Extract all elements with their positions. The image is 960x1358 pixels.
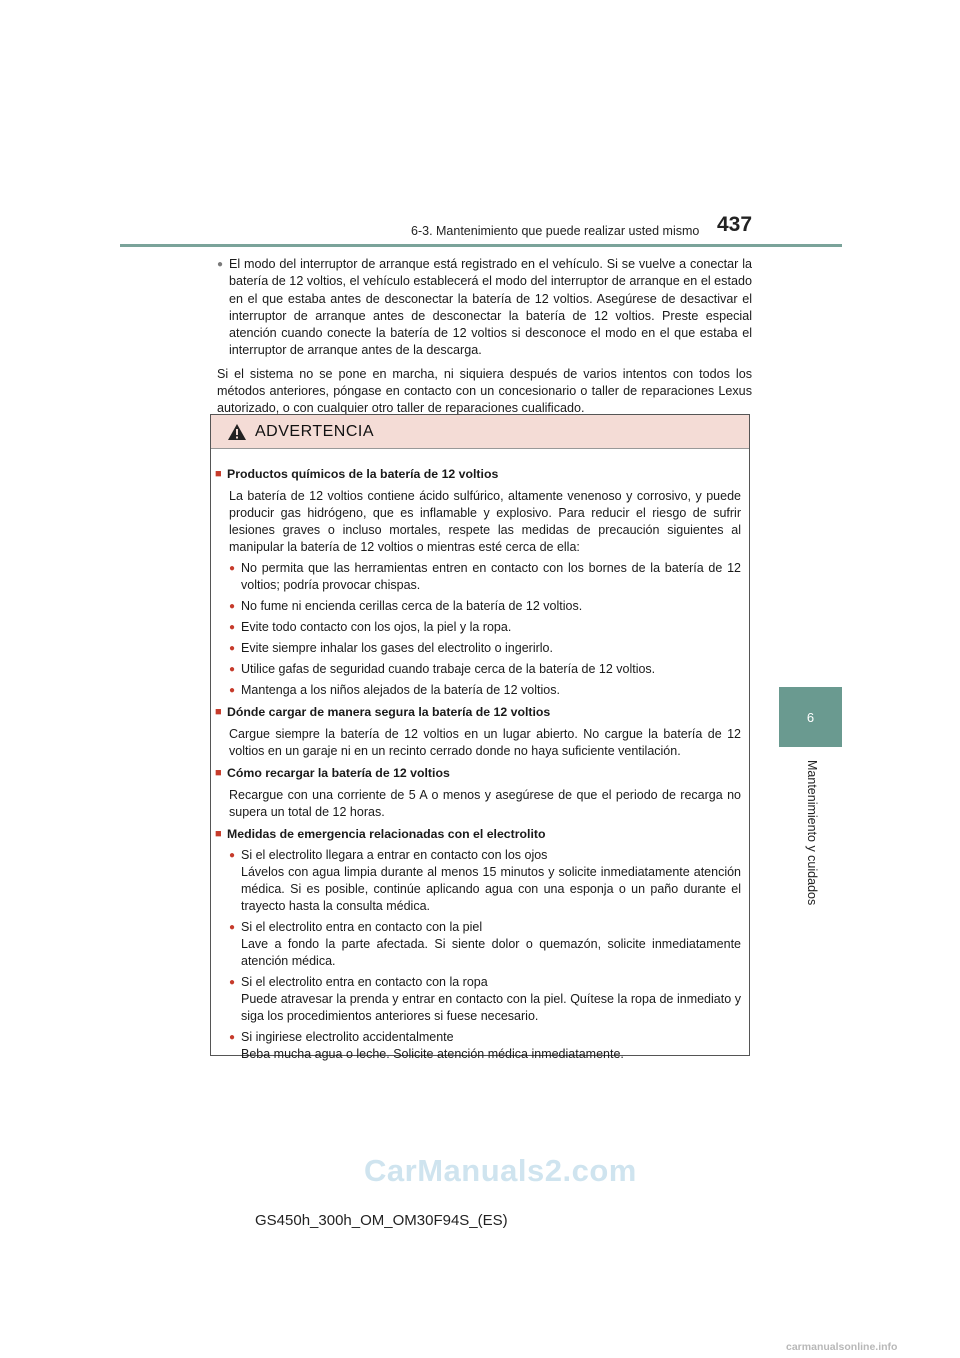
- intro-bullet-text: El modo del interruptor de arranque está registrado en el vehículo. Si se vuelve a conectar la batería de 12 voltios, el vehículo establecerá el modo del interruptor de arranque en el estado en el que estaba antes de desconectar la batería de 12 voltios. Asegúrese de desactivar el interruptor de arranque antes de desconectar la batería de 12 voltios. Preste especial atención cuando conecte la batería de 12 voltios si desconoce el modo en el que estaba el interruptor de arranque antes de la descarga.: [229, 257, 752, 358]
- footer-code: GS450h_300h_OM_OM30F94S_(ES): [255, 1212, 508, 1229]
- square-bullet-icon: ■: [215, 828, 222, 840]
- warning-bullet: ● Si ingiriese electrolito accidentalmente Beba mucha agua o leche. Solicite atención médica inmediatamente.: [229, 1030, 624, 1061]
- square-bullet-icon: ■: [215, 767, 222, 779]
- section-heading: Productos químicos de la batería de 12 voltios: [227, 467, 499, 481]
- section-text: Cargue siempre la batería de 12 voltios en un lugar abierto. No cargue la batería de 12 voltios en un garaje ni en un recinto cerrado donde no haya suficiente ventilación.: [229, 727, 741, 758]
- warning-section: [215, 704, 741, 760]
- square-bullet-icon: ■: [215, 468, 222, 480]
- intro-paragraph: Si el sistema no se pone en marcha, ni siquiera después de varios intentos con todos los métodos anteriores, póngase en contacto con un concesionario o taller de reparaciones Lexus autorizado, o con cualquier otro taller de reparaciones cualificado.: [217, 366, 752, 416]
- warning-bullet: ● Si el electrolito llegara a entrar en contacto con los ojos Lávelos con agua limpia durante al menos 15 minutos y solicite inmediatamente atención médica. Si es posible, continúe aplicando agua con una esponja o un paño durante el trayecto hasta la consulta médica.: [229, 848, 741, 913]
- bullet-icon: ●: [229, 643, 236, 654]
- section-heading: Medidas de emergencia relacionadas con el electrolito: [227, 827, 546, 841]
- bullet-icon: ●: [229, 977, 236, 988]
- bullet-icon: ●: [229, 685, 236, 696]
- warning-bullet: ● Mantenga a los niños alejados de la batería de 12 voltios.: [229, 683, 560, 697]
- watermark-corner: carmanualsonline.info: [786, 1341, 898, 1353]
- warning-bullet: ● Si el electrolito entra en contacto con la ropa Puede atravesar la prenda y entrar en contacto con la piel. Quítese la ropa de inmediato y siga los procedimientos anteriores si fuese necesario.: [229, 975, 741, 1023]
- watermark-logo: CarManuals2.com: [364, 1153, 637, 1188]
- chapter-tab: [779, 687, 842, 747]
- warning-bullet: ● Evite todo contacto con los ojos, la piel y la ropa.: [229, 620, 512, 634]
- warning-bullet: ● Utilice gafas de seguridad cuando trabaje cerca de la batería de 12 voltios.: [229, 662, 656, 676]
- chapter-label: Mantenimiento y cuidados: [805, 760, 819, 906]
- warning-section: [215, 466, 741, 699]
- warning-box: [210, 414, 750, 1061]
- page-number: 437: [717, 213, 753, 236]
- header-rule: [120, 244, 842, 247]
- warning-body: [211, 449, 749, 1063]
- bullet-icon: ●: [229, 563, 236, 574]
- warning-bullet: ● No permita que las herramientas entren en contacto con los bornes de la batería de 12 voltios; podría provocar chispas.: [229, 561, 741, 592]
- warning-header: [211, 415, 749, 449]
- warning-section: [215, 765, 741, 821]
- chapter-number: 6: [806, 709, 815, 725]
- section-heading: Dónde cargar de manera segura la batería de 12 voltios: [227, 705, 551, 719]
- bullet-icon: ●: [229, 1032, 236, 1043]
- square-bullet-icon: ■: [215, 706, 222, 718]
- section-text: Recargue con una corriente de 5 A o menos y asegúrese de que el periodo de recarga no supera un total de 12 horas.: [229, 788, 741, 819]
- warning-title: ADVERTENCIA: [255, 422, 375, 440]
- warning-triangle-icon: [227, 423, 247, 441]
- bullet-icon: ●: [217, 259, 224, 270]
- warning-bullet: ● Evite siempre inhalar los gases del electrolito o ingerirlo.: [229, 641, 553, 655]
- section-text: La batería de 12 voltios contiene ácido sulfúrico, altamente venenoso y corrosivo, y puede producir gas hidrógeno, que es inflamable y explosivo. Para reducir el riesgo de sufrir lesiones graves o incluso mortales, respete las medidas de precaución siguientes al manipular la batería de 12 voltios o mientras esté cerca de ella:: [229, 489, 741, 554]
- warning-bullet: ● No fume ni encienda cerillas cerca de la batería de 12 voltios.: [229, 599, 583, 613]
- bullet-icon: ●: [229, 922, 236, 933]
- bullet-icon: ●: [229, 622, 236, 633]
- warning-section: [215, 826, 741, 1063]
- warning-bullet: ● Si el electrolito entra en contacto con la piel Lave a fondo la parte afectada. Si siente dolor o quemazón, solicite inmediatamente atención médica.: [229, 920, 741, 968]
- bullet-icon: ●: [229, 850, 236, 861]
- section-heading: Cómo recargar la batería de 12 voltios: [227, 766, 450, 780]
- bullet-icon: ●: [229, 664, 236, 675]
- bullet-icon: ●: [229, 601, 236, 612]
- intro-content: [217, 256, 752, 418]
- intro-bullet: [217, 256, 752, 360]
- header-section-title: 6-3. Mantenimiento que puede realizar usted mismo: [411, 224, 700, 238]
